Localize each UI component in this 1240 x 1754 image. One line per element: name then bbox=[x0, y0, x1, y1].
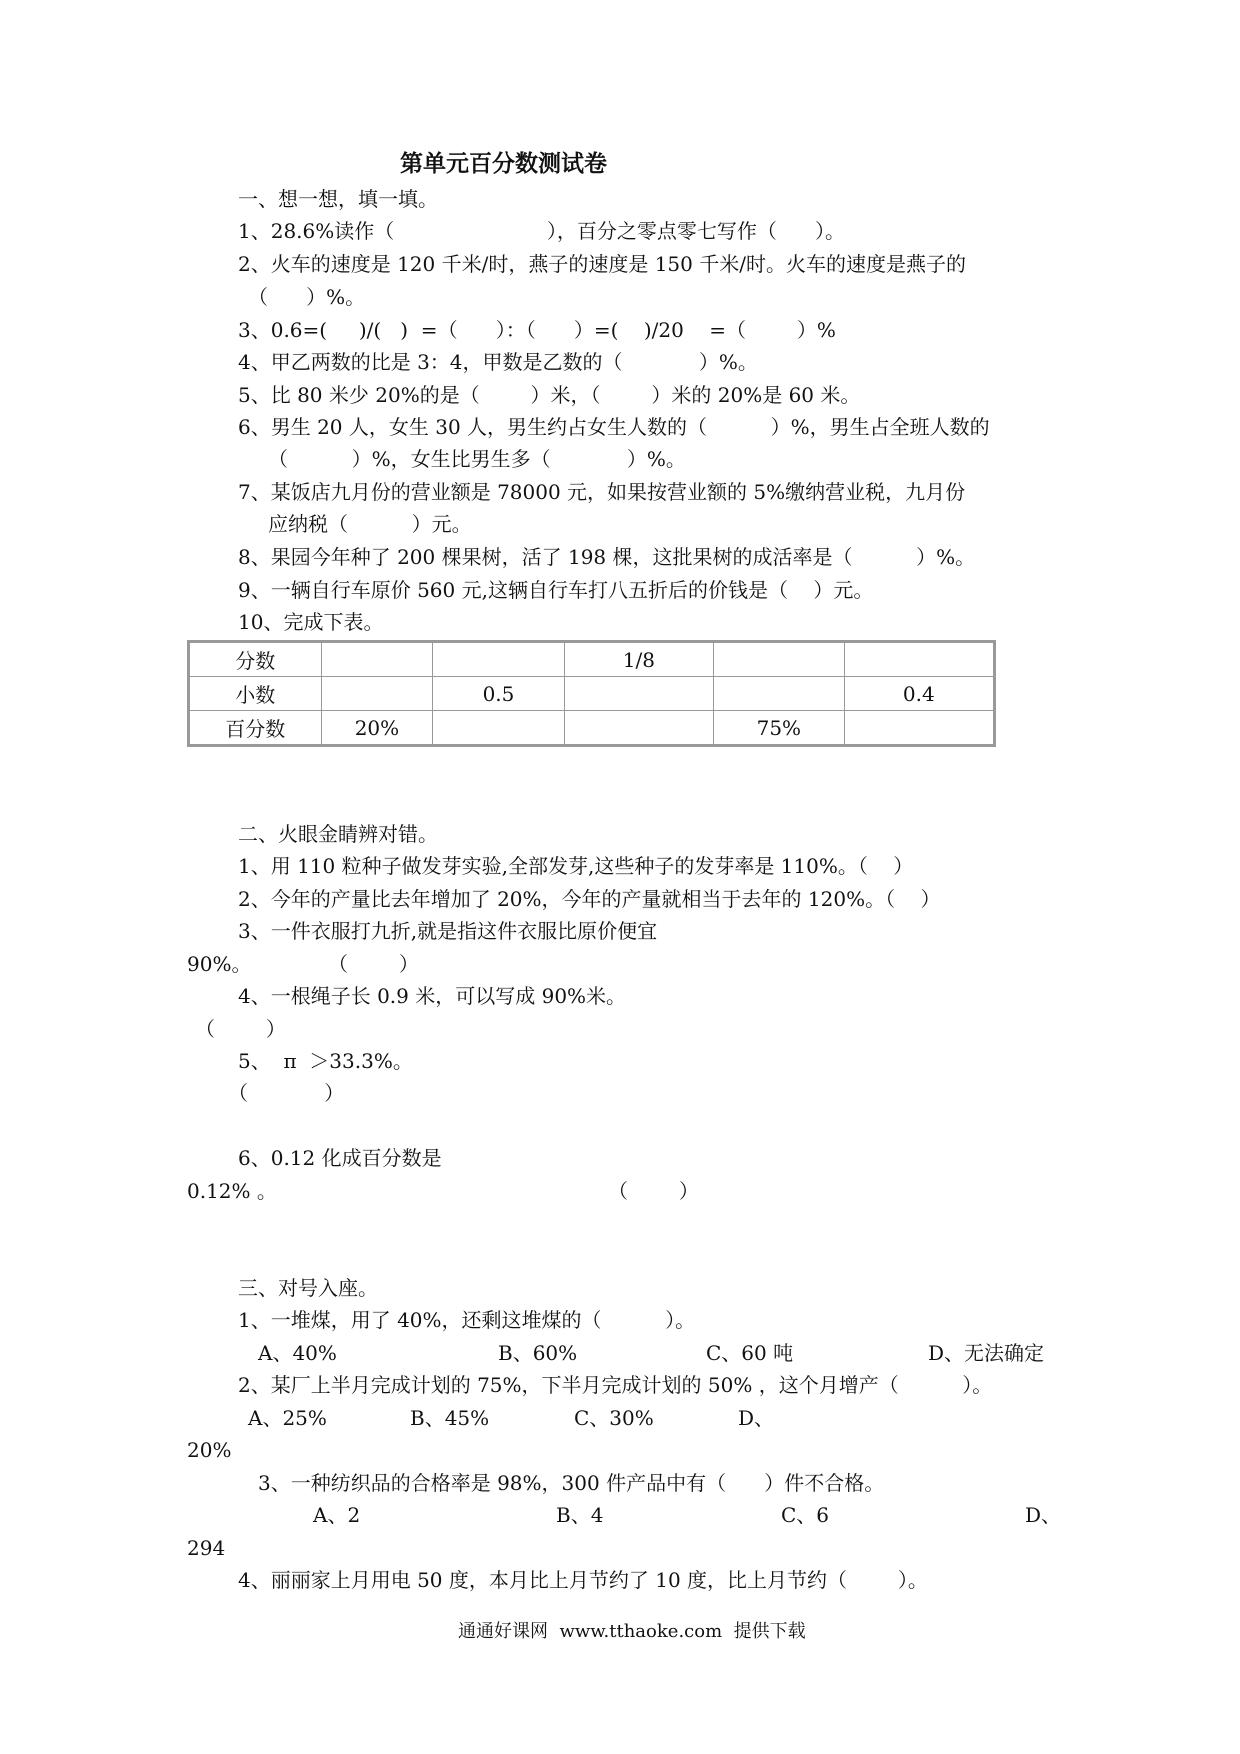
conversion-table bbox=[187, 640, 996, 747]
table-cell bbox=[564, 677, 713, 711]
question-2-5-answer: （ ） bbox=[228, 1081, 345, 1105]
option-3-2-b: B、45% bbox=[410, 1406, 490, 1430]
option-3-2-a: A、25% bbox=[248, 1406, 327, 1430]
question-2-4-line1: 4、一根绳子长 0.9 米，可以写成 90%米。 bbox=[238, 984, 627, 1008]
question-1-6-line2: （ ）%，女生比男生多（ ）%。 bbox=[268, 447, 686, 471]
question-1-2-line1: 2、火车的速度是 120 千米/时，燕子的速度是 150 千米/时。火车的速度是燕子的 bbox=[238, 252, 966, 276]
question-2-4-answer: （ ） bbox=[195, 1017, 286, 1041]
table-row bbox=[189, 677, 995, 711]
table-row bbox=[189, 642, 995, 677]
table-cell bbox=[433, 711, 564, 746]
table-cell: 百分数 bbox=[189, 711, 322, 746]
option-3-2-d: D、 bbox=[738, 1406, 775, 1430]
option-3-3-d: D、 bbox=[1025, 1503, 1062, 1527]
question-3-4: 4、丽丽家上月用电 50 度，本月比上月节约了 10 度，比上月节约（ ）。 bbox=[238, 1568, 928, 1592]
table-cell: 0.5 bbox=[433, 677, 564, 711]
option-3-1-c: C、60 吨 bbox=[706, 1341, 794, 1365]
table-row bbox=[189, 711, 995, 746]
question-1-10: 10、完成下表。 bbox=[238, 610, 384, 634]
footer-text: 通通好课网 www.tthaoke.com 提供下载 bbox=[458, 1621, 806, 1642]
option-3-2-d-value: 20% bbox=[187, 1438, 232, 1462]
table-cell: 1/8 bbox=[564, 642, 713, 677]
question-2-6-line1: 6、0.12 化成百分数是 bbox=[238, 1146, 442, 1170]
question-2-3-answer: （ ） bbox=[328, 952, 419, 976]
section1-heading: 一、想一想，填一填。 bbox=[238, 187, 438, 211]
option-3-3-d-value: 294 bbox=[187, 1536, 226, 1560]
section2-heading: 二、火眼金睛辨对错。 bbox=[238, 822, 438, 846]
question-2-6-line2: 0.12% 。 bbox=[187, 1179, 277, 1203]
question-1-7-line2: 应纳税（ ）元。 bbox=[268, 512, 472, 536]
option-3-1-d: D、无法确定 bbox=[928, 1341, 1045, 1365]
question-1-2-line2: （ ）%。 bbox=[248, 285, 366, 309]
question-1-7-line1: 7、某饭店九月份的营业额是 78000 元，如果按营业额的 5%缴纳营业税，九月份 bbox=[238, 480, 966, 504]
question-2-5-line1: 5、 π ＞33.3%。 bbox=[238, 1049, 413, 1073]
table-cell bbox=[714, 677, 845, 711]
option-3-3-c: C、6 bbox=[781, 1503, 830, 1527]
table-cell: 小数 bbox=[189, 677, 322, 711]
question-1-3: 3、0.6=( )/( ) =（ ）：（ ）=( )/20 =（ ）% bbox=[238, 318, 836, 342]
table-cell bbox=[321, 677, 433, 711]
option-3-1-b: B、60% bbox=[498, 1341, 578, 1365]
option-3-2-c: C、30% bbox=[574, 1406, 654, 1430]
table-cell: 75% bbox=[714, 711, 845, 746]
question-2-6-answer: （ ） bbox=[608, 1179, 699, 1203]
question-2-1: 1、用 110 粒种子做发芽实验,全部发芽,这些种子的发芽率是 110%。（ ） bbox=[238, 854, 914, 878]
question-3-2: 2、某厂上半月完成计划的 75%，下半月完成计划的 50% ，这个月增产（ ）。 bbox=[238, 1373, 993, 1397]
option-3-3-a: A、2 bbox=[313, 1503, 361, 1527]
table-cell bbox=[321, 642, 433, 677]
question-3-3: 3、一种纺织品的合格率是 98%，300 件产品中有（ ）件不合格。 bbox=[258, 1471, 885, 1495]
question-2-3-line1: 3、一件衣服打九折,就是指这件衣服比原价便宜 bbox=[238, 919, 658, 943]
option-3-1-a: A、40% bbox=[258, 1341, 337, 1365]
option-3-3-b: B、4 bbox=[556, 1503, 604, 1527]
question-1-8: 8、果园今年种了 200 棵果树，活了 198 棵，这批果树的成活率是（ ）%。 bbox=[238, 545, 976, 569]
table-cell: 20% bbox=[321, 711, 433, 746]
section3-heading: 三、对号入座。 bbox=[238, 1276, 378, 1300]
page-title: 第单元百分数测试卷 bbox=[400, 150, 607, 177]
question-1-9: 9、一辆自行车原价 560 元,这辆自行车打八五折后的价钱是（ ）元。 bbox=[238, 578, 874, 602]
question-1-1: 1、28.6%读作（ ），百分之零点零七写作（ ）。 bbox=[238, 219, 845, 243]
table-cell bbox=[844, 642, 994, 677]
question-2-2: 2、今年的产量比去年增加了 20%，今年的产量就相当于去年的 120%。（ ） bbox=[238, 887, 941, 911]
question-1-5: 5、比 80 米少 20%的是（ ）米，（ ）米的 20%是 60 米。 bbox=[238, 383, 861, 407]
table-cell bbox=[714, 642, 845, 677]
question-2-3-line2: 90%。 bbox=[187, 952, 252, 976]
question-1-6-line1: 6、男生 20 人，女生 30 人，男生约占女生人数的（ ）%，男生占全班人数的 bbox=[238, 415, 990, 439]
question-1-4: 4、甲乙两数的比是 3：4，甲数是乙数的（ ）%。 bbox=[238, 350, 758, 374]
table-cell bbox=[564, 711, 713, 746]
table-cell: 分数 bbox=[189, 642, 322, 677]
table-cell: 0.4 bbox=[844, 677, 994, 711]
table-cell bbox=[844, 711, 994, 746]
question-3-1: 1、一堆煤，用了 40%，还剩这堆煤的（ ）。 bbox=[238, 1308, 696, 1332]
table-cell bbox=[433, 642, 564, 677]
